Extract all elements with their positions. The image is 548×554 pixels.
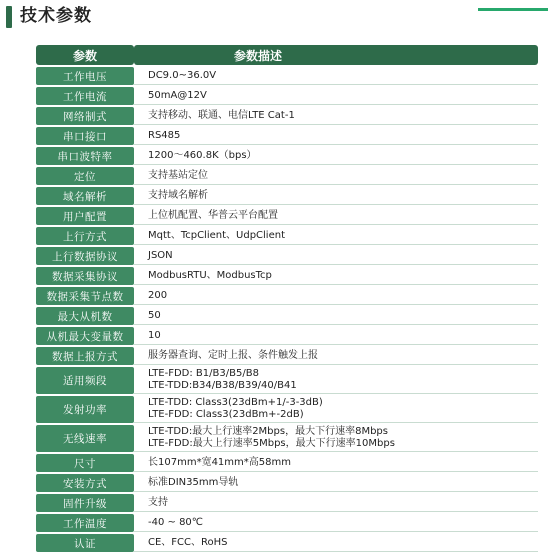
table-row [36, 287, 538, 305]
param-name: 数据采集节点数 [36, 287, 134, 305]
table-row [36, 534, 538, 552]
param-value [134, 474, 538, 492]
table-row [36, 207, 538, 225]
param-value-line: LTE-TDD:最大上行速率2Mbps，最大下行速率8Mbps [148, 426, 388, 437]
spec-table [36, 43, 538, 554]
param-value [134, 425, 538, 452]
table-row [36, 396, 538, 423]
param-value-line: 服务器查询、定时上报、条件触发上报 [148, 349, 318, 361]
param-value-line: 标准DIN35mm导轨 [148, 476, 239, 488]
param-value [134, 147, 538, 165]
param-value-line: 200 [148, 289, 168, 301]
param-value-line: 长107mm*宽41mm*高58mm [148, 456, 291, 468]
param-value-line: 上位机配置、华普云平台配置 [148, 209, 278, 221]
table-row [36, 87, 538, 105]
table-header-row [36, 45, 538, 65]
table-row [36, 267, 538, 285]
param-value [134, 454, 538, 472]
param-name: 上行数据协议 [36, 247, 134, 265]
param-value [134, 494, 538, 512]
param-value [134, 534, 538, 552]
param-value-line: RS485 [148, 129, 181, 141]
param-value-line: LTE-TDD:B34/B38/B39/40/B41 [148, 380, 297, 391]
param-name: 用户配置 [36, 207, 134, 225]
param-name: 工作电流 [36, 87, 134, 105]
param-value-line: LTE-FDD: B1/B3/B5/B8 [148, 368, 259, 379]
header-accent-bar [6, 6, 12, 28]
param-value [134, 327, 538, 345]
param-name: 网络制式 [36, 107, 134, 125]
table-row [36, 187, 538, 205]
param-value [134, 87, 538, 105]
table-row [36, 247, 538, 265]
table-row [36, 307, 538, 325]
param-value [134, 367, 538, 394]
param-value-line: 支持域名解析 [148, 189, 208, 201]
param-value-line: JSON [148, 249, 173, 261]
param-value [134, 127, 538, 145]
param-value [134, 307, 538, 325]
column-header-param: 参数 [36, 45, 134, 65]
param-value [134, 514, 538, 532]
table-row [36, 514, 538, 532]
param-value [134, 227, 538, 245]
table-row [36, 425, 538, 452]
param-value-line: 支持 [148, 496, 168, 508]
param-value-line: DC9.0~36.0V [148, 69, 217, 81]
param-name: 无线速率 [36, 425, 134, 452]
param-value-line: 50 [148, 309, 161, 321]
param-name: 数据采集协议 [36, 267, 134, 285]
param-name: 认证 [36, 534, 134, 552]
param-value-line: -40 ~ 80℃ [148, 516, 204, 528]
param-value [134, 107, 538, 125]
param-value [134, 287, 538, 305]
param-value-line: 支持移动、联通、电信LTE Cat-1 [148, 109, 295, 121]
table-row [36, 454, 538, 472]
param-value-line: 支持基站定位 [148, 169, 208, 181]
param-value [134, 187, 538, 205]
table-row [36, 367, 538, 394]
param-name: 尺寸 [36, 454, 134, 472]
param-name: 上行方式 [36, 227, 134, 245]
param-name: 安装方式 [36, 474, 134, 492]
param-name: 串口波特率 [36, 147, 134, 165]
table-row [36, 327, 538, 345]
param-name: 固件升级 [36, 494, 134, 512]
param-name: 数据上报方式 [36, 347, 134, 365]
param-value-line: LTE-FDD:最大上行速率5Mbps，最大下行速率10Mbps [148, 438, 395, 449]
param-name: 适用频段 [36, 367, 134, 394]
param-name: 工作温度 [36, 514, 134, 532]
param-value [134, 347, 538, 365]
param-value [134, 396, 538, 423]
param-value-line: 10 [148, 329, 161, 341]
table-row [36, 167, 538, 185]
param-value-line: LTE-TDD: Class3(23dBm+1/-3-3dB) [148, 397, 323, 408]
section-title: 技术参数 [20, 6, 92, 26]
param-value [134, 207, 538, 225]
param-name: 域名解析 [36, 187, 134, 205]
param-value [134, 247, 538, 265]
param-value-line: Mqtt、TcpClient、UdpClient [148, 229, 285, 241]
param-name: 工作电压 [36, 67, 134, 85]
table-row [36, 147, 538, 165]
param-value-line: 50mA@12V [148, 89, 207, 101]
param-value [134, 167, 538, 185]
param-name: 最大从机数 [36, 307, 134, 325]
table-row [36, 474, 538, 492]
param-value-line: ModbusRTU、ModbusTcp [148, 269, 272, 281]
header-decoration-line [478, 8, 548, 11]
param-value [134, 267, 538, 285]
param-name: 发射功率 [36, 396, 134, 423]
param-value-line: CE、FCC、RoHS [148, 536, 228, 548]
section-header [0, 0, 548, 34]
param-name: 定位 [36, 167, 134, 185]
table-row [36, 107, 538, 125]
table-row [36, 347, 538, 365]
column-header-desc: 参数描述 [134, 45, 538, 65]
table-row [36, 127, 538, 145]
param-value-line: 1200～460.8K（bps） [148, 149, 257, 161]
param-value-line: LTE-FDD: Class3(23dBm+-2dB) [148, 409, 304, 420]
table-row [36, 494, 538, 512]
param-name: 从机最大变量数 [36, 327, 134, 345]
table-row [36, 67, 538, 85]
param-name: 串口接口 [36, 127, 134, 145]
param-value [134, 67, 538, 85]
table-row [36, 227, 538, 245]
